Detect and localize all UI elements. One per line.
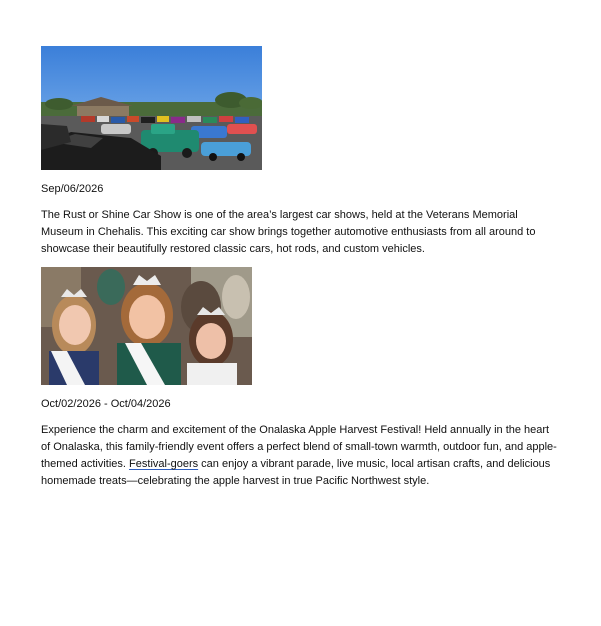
event-description: The Rust or Shine Car Show is one of the area’s largest car shows, held at the Veterans Memorial Museum in Chehalis. This exciting car show brings together automotive enthusiasts from all around to showcase their beautifully restored classic cars, hot rods, and custom vehicles.: [41, 209, 536, 255]
event-description: [41, 422, 561, 490]
apple-harvest-royalty-photo: [41, 267, 252, 385]
description-text: can enjoy a vibrant parade, live music, local artisan crafts, and delicious homemade treats—celebrating the apple harvest in true Pacific Northwest style.: [41, 458, 551, 487]
car-show-photo: [41, 46, 262, 170]
event-date: Sep/06/2026: [41, 183, 104, 195]
event-entry-car-show: [41, 46, 561, 258]
event-date: Oct/02/2026 - Oct/04/2026: [41, 398, 171, 410]
event-entry-apple-harvest: [41, 267, 561, 490]
spellcheck-flagged-word[interactable]: Festival-goers: [129, 458, 199, 470]
description-text: Experience the charm and excitement of the Onalaska Apple Harvest Festival! Held annually in the heart of Onalaska, this family-friendly event offers a perfect blend of small-town warmth, outdoor fun, and apple-themed activities.: [41, 424, 557, 470]
